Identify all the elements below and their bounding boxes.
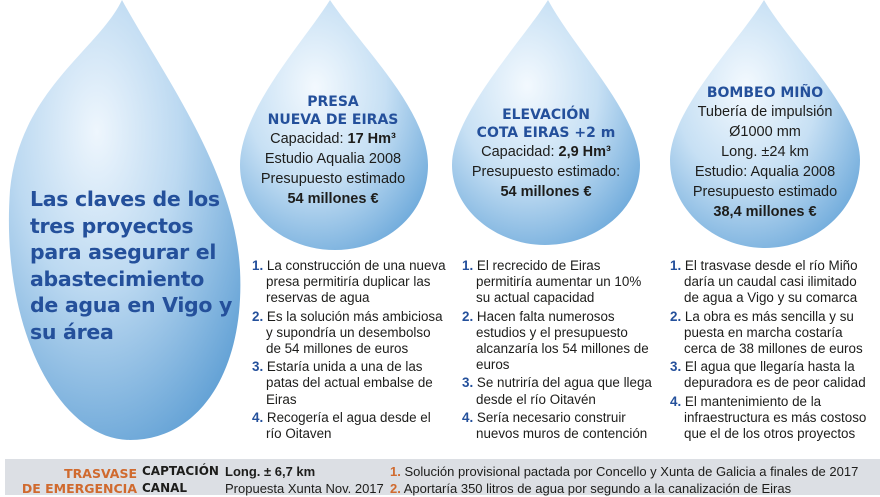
presa-details: [243, 93, 423, 209]
presa-title: PRESA: [307, 94, 359, 110]
presa-capacity: Capacidad: 17 Hm³: [270, 131, 396, 147]
list-item: 2. Es la solución más ambiciosa y supondría un desembolso de 54 millones de euros: [252, 308, 443, 357]
banner-points: [390, 463, 880, 497]
bombeo-title: BOMBEO MIÑO: [706, 85, 824, 101]
bombeo-budget-label: Presupuesto estimado: [692, 184, 838, 200]
list-item: 1. El trasvase desde el río Miño daría un caudal casi ilimitado de agua a Vigo y su comarca: [670, 258, 858, 306]
list-item: 1. El recrecido de Eiras permitiría aumentar un 10% su actual capacidad: [462, 258, 642, 306]
elevacion-details: [455, 106, 637, 202]
emergency-transfer-banner: [5, 459, 880, 495]
bombeo-points: [670, 258, 870, 444]
list-item: 2. La obra es más sencilla y su puesta en marcha costaría cerca de 38 millones de euros: [670, 308, 863, 357]
elevacion-budget-value: 54 millones €: [500, 184, 592, 200]
presa-budget-label: Presupuesto estimado: [260, 171, 406, 187]
bombeo-budget-value: 38,4 millones €: [713, 204, 817, 220]
list-item: 4. El mantenimiento de la infraestructura es más costoso que el de los otros proyectos: [670, 393, 867, 442]
elevacion-budget-label: Presupuesto estimado:: [471, 164, 621, 180]
headline: Las claves de los tres proyectos para asegurar el abastecimiento de agua en Vigo y su área: [30, 187, 233, 344]
list-item: 1. Solución provisional pactada por Concello y Xunta de Galicia a finales de 2017: [390, 464, 859, 479]
list-item: 3. Se nutriría del agua que llega desde el río Oitavén: [462, 375, 652, 407]
presa-title-line2: NUEVA DE EIRAS: [267, 112, 399, 128]
list-item: 3. El agua que llegaría hasta la depuradora es de peor calidad: [670, 359, 866, 391]
list-item: 2. Aportaría 350 litros de agua por segundo a la canalización de Eiras: [390, 481, 792, 496]
bombeo-details: [674, 84, 856, 222]
list-item: 1. La construcción de una nueva presa permitiría duplicar las reservas de agua: [252, 258, 446, 306]
banner-title: TRASVASE DE EMERGENCIA: [21, 466, 137, 496]
list-item: 4. Recogería el agua desde el río Oitaven: [252, 409, 431, 442]
list-item: 2. Hacen falta numerosos estudios y el presupuesto alcanzaría los 54 millones de euros: [462, 308, 649, 373]
presa-study: Estudio Aqualia 2008: [264, 151, 402, 167]
elevacion-capacity: Capacidad: 2,9 Hm³: [481, 144, 611, 160]
bombeo-length: Long. ±24 km: [721, 144, 809, 160]
elevacion-points: [462, 258, 657, 444]
elevacion-title-line2: COTA EIRAS +2 m: [476, 125, 616, 141]
presa-points: [252, 258, 447, 444]
bombeo-line2: Ø1000 mm: [729, 124, 801, 140]
bombeo-line1: Tubería de impulsión: [697, 104, 833, 120]
banner-info: Long. ± 6,7 km Propuesta Xunta Nov. 2017: [225, 464, 384, 496]
presa-budget-value: 54 millones €: [287, 191, 379, 207]
list-item: 3. Estaría unida a una de las patas del actual embalse de Eiras: [252, 359, 433, 407]
list-item: 4. Sería necesario construir nuevos muros de contención: [462, 409, 648, 442]
banner-subtitle: CAPTACIÓN CANAL: [142, 464, 219, 495]
elevacion-title: ELEVACIÓN: [502, 107, 590, 123]
bombeo-study: Estudio: Aqualia 2008: [694, 164, 836, 180]
